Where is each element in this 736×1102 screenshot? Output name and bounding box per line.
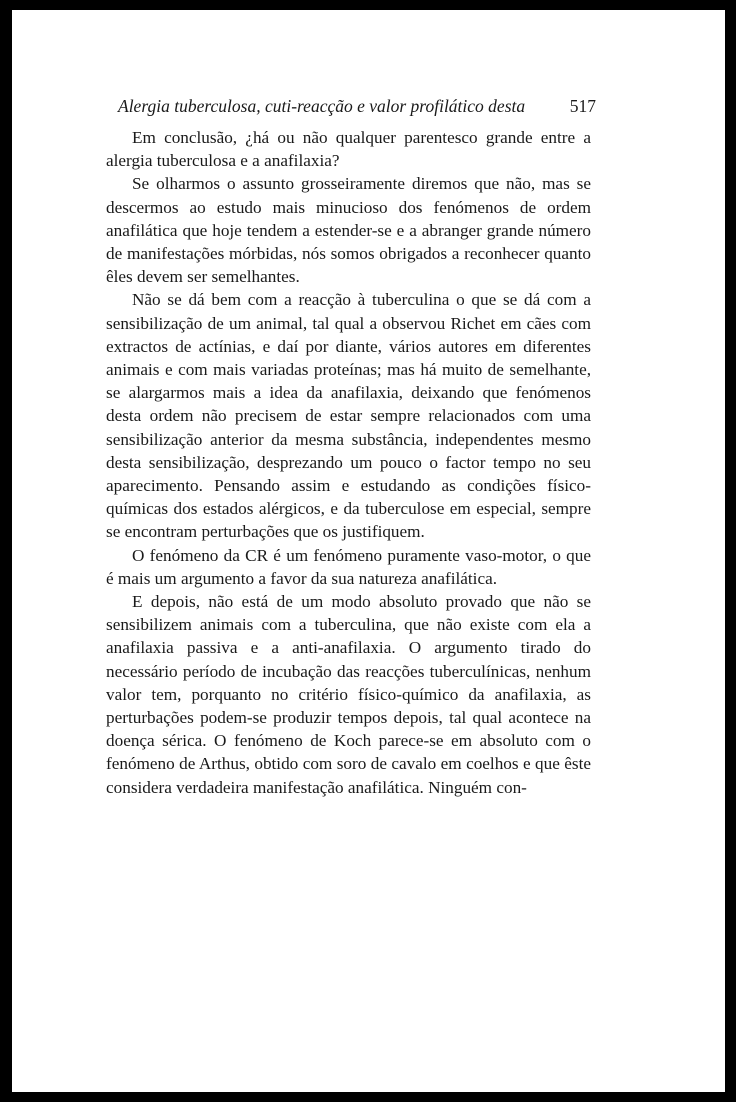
paragraph: Não se dá bem com a reacção à tuberculina o que se dá com a sensibilização de um animal, tal qual a observou Richet em cães com extractos de actínias, e daí por diante, vários autores em diferentes animais e com mais variadas proteínas; mas há muito de semelhante, se alargarmos mais a idea da anafilaxia, deixando que fenómenos desta ordem não precisem de estar sempre relacionados com uma sensibilização anterior da mesma substância, independentes mesmo desta sensibilização, desprezando um pouco o factor tempo no seu aparecimento. Pensando assim e estudando as condições físico-químicas dos estados alérgicos, e da tuberculose em especial, sempre se encontram perturbações que os justifiquem. [106, 290, 591, 542]
paragraph: E depois, não está de um modo absoluto provado que não se sensibilizem animais com a tuberculina, que não existe com ela a anafilaxia passiva e a anti-anafilaxia. O argumento tirado do necessário período de incubação das reacções tuberculínicas, nenhum valor tem, porquanto no critério físico-químico da anafilaxia, as perturbações podem-se produzir tempos depois, tal qual acontece na doença sérica. O fenómeno de Koch parece-se em absoluto com o fenómeno de Arthus, obtido com soro de cavalo em coelhos e que êste considera verdadeira manifestação anafilática. Ninguém con- [106, 592, 591, 797]
paragraph: O fenómeno da CR é um fenómeno puramente vaso-motor, o que é mais um argumento a favor da sua natureza anafilática. [106, 545, 591, 588]
body-text [106, 126, 591, 799]
running-head [118, 96, 596, 122]
book-page [12, 10, 725, 1092]
paragraph: Em conclusão, ¿há ou não qualquer parentesco grande entre a alergia tuberculosa e a anafilaxia? [106, 128, 591, 171]
paragraph: Se olharmos o assunto grosseiramente diremos que não, mas se descermos ao estudo mais minucioso dos fenómenos de ordem anafilática que hoje tendem a estender-se e a abranger grande número de manifestações mórbidas, nós somos obrigados a reconhecer quanto êles devem ser semelhantes. [106, 174, 591, 287]
running-head-title: Alergia tuberculosa, cuti-reacção e valor profilático desta [118, 96, 526, 116]
page-number: 517 [569, 96, 596, 116]
